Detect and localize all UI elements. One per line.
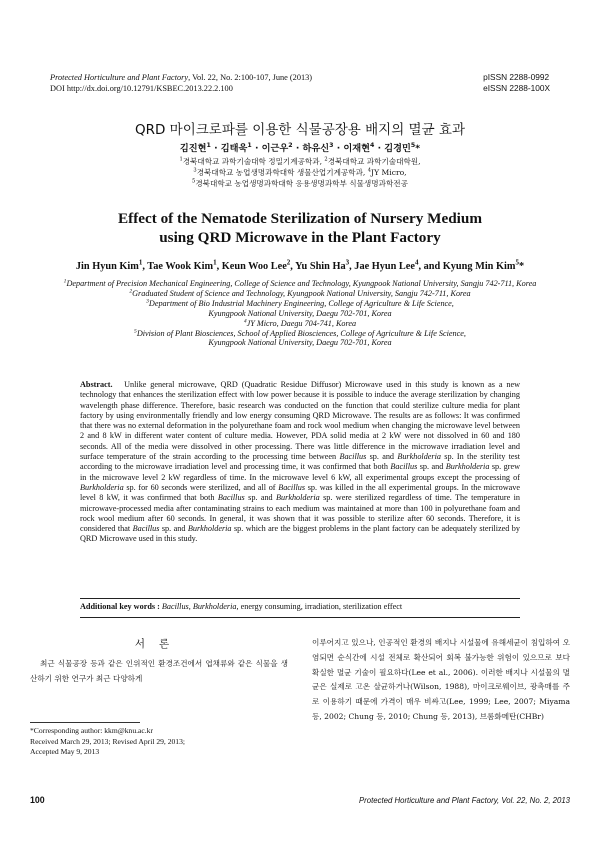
keywords-label: Additional key words :	[80, 602, 160, 611]
abstract-label: Abstract.	[80, 380, 113, 389]
affiliation-1: $^1$Department of Precision Mechanical Engineering, College of Science and Technology, Kyungpook National University, Sangju 742-711, Korea	[63, 278, 537, 288]
keywords-rule-bottom	[80, 617, 520, 618]
corresponding-author: *Corresponding author: kkm@knu.ac.kr	[30, 726, 153, 735]
section-heading-introduction: 서론	[134, 638, 184, 650]
english-title-line: Effect of the Nematode Sterilization of Nursery Medium	[118, 210, 482, 227]
journal-citation	[50, 72, 312, 83]
korean-title: QRD 마이크로파를 이용한 식물공장용 배지의 멸균 효과	[134, 122, 465, 138]
received-dates: Received March 29, 2013; Revised April 29, 2013;	[30, 736, 186, 746]
keywords-rule-top	[80, 598, 520, 599]
abstract-body: Unlike general microwave, QRD (Quadratic Residue Diffusor) Microwave used in this study is known as a new technology that enhances the sterilization effect with low power because it is possible to induce the average sterilization by changing wavelength phase difference. Therefore, basic research was conducted on the function that could sterilize culture media for plant factory by using environmentally friendly and low energy consuming QRD Microwave. The results are as follows: It was confirmed that there was no external deformation in the polyurethane foam and rock wool medium when changing the microwave level between 2 and 8 kW in different water content of culture media. However, PDA solid media at 2 kW were not dissolved in 60 and 180 seconds. All of the media were dissolved in other processing. There was little difference in the microwave irradiation level and surface temperature of the strain according to the processing time between Bacillus sp. and Burkholderia sp. In the sterility test according to the microwave irradiation level and processing time, it was confirmed that both Bacillus sp. and Burkholderia sp. grew in the microwave level 2 kW regardless of time. In the microwave level 6 kW, all experimental groups except the processing of Burkholderia sp. for 60 seconds were sterilized, and all of Bacillus sp. was killed in the all experimental groups. In the microwave level 8 kW, it was confirmed that both Bacillus sp. and Burkholderia sp. were sterilized regardless of time. The temperature in microwave-processed media after contaminating strains to each medium was maintained at more than 100 in polyurethane foam and rock wool medium after 60 seconds. In general, it was shown that it was possible to sterilize after 60 seconds. Therefore, it is considered that Bacillus sp. and Burkholderia sp. which are the biggest problems in the plant factory can be adequately sterilized by QRD Microwave used in this study.	[80, 380, 520, 544]
page-number: 100	[30, 795, 45, 805]
doi-link[interactable]: DOI http://dx.doi.org/10.12791/KSBEC.2013.22.2.100	[50, 84, 233, 93]
keywords	[80, 602, 520, 611]
footnote-rule	[30, 722, 140, 723]
left-column	[30, 636, 288, 687]
journal-name: Protected Horticulture and Plant Factory	[50, 73, 189, 82]
footnote	[30, 726, 185, 758]
accepted-date: Accepted May 9, 2013	[30, 747, 100, 757]
eissn: eISSN 2288-100X	[483, 83, 550, 93]
korean-authors: 김진현$^1$ · 김태욱$^1$ · 이근우$^2$ · 하유신$^3$ · 이재현$^4$ · 김경민$^5$*	[179, 141, 421, 154]
korean-affiliation-line: $^1$경북대학교 과학기술대학 정밀기계공학과, $^2$경북대학교 과학기술대학원,	[179, 156, 421, 166]
abstract	[80, 380, 520, 545]
english-title	[0, 210, 600, 247]
english-title-line: using QRD Microwave in the Plant Factory	[159, 228, 441, 246]
pissn: pISSN 2288-0992	[483, 72, 550, 82]
intro-paragraph-left: 최근 식물공장 등과 같은 인위적인 환경조건에서 엽채류와 같은 식물을 생산하기 위한 연구가 최근 다양하게	[30, 659, 288, 683]
korean-affiliation-line: $^5$경북대학교 농업생명과학대학 응용생명과학부 식물생명과학전공	[192, 178, 408, 189]
affiliation-3: $^3$Department of Bio Industrial Machinery Engineering, College of Agriculture & Life Science, Kyungpook National University, Daegu 702-701, Korea	[146, 298, 454, 318]
footer-journal-ref: Protected Horticulture and Plant Factory, Vol. 22, No. 2, 2013	[358, 796, 570, 805]
affiliation-5: $^5$Division of Plant Biosciences, School of Applied Biosciences, College of Agriculture & Life Science, Kyungpook National University, Daegu 702-701, Korea	[134, 327, 466, 348]
intro-paragraph-right: 이루어지고 있으나, 인공적인 환경의 배지나 시설물에 유해세균이 침입하여 오염되면 순식간에 시설 전체로 확산되어 회복 불가능한 위험이 있으므로 보다 확실한 멸균 기술이 필요하다(Lee et al., 2006). 이러한 배지나 시설물의 멸균은 실제로 고온 살균하거나(Wilson, 1988), 마이크로웨이브, 광촉매를 주로 이용하기 때문에 가격이 매우 비싸고(Lee, 1999; Lee, 2007; Miyama 등, 2002; Chung 등, 2010; Chung 등, 2013), 브롬화메탄(CHBr)	[312, 638, 570, 721]
keywords-body: Bacillus, Burkholderia, energy consuming, irradiation, sterilization effect	[161, 602, 403, 611]
issn-block	[483, 72, 550, 94]
korean-affiliations	[0, 156, 600, 190]
english-affiliations	[60, 279, 540, 348]
journal-header	[50, 72, 312, 94]
affiliation-2: $^2$Graduated Student of Science and Technology, Kyungpook National University, Sangju 742-711, Korea	[129, 288, 471, 298]
english-authors: Jin Hyun Kim$^1$, Tae Wook Kim$^1$, Keun Woo Lee$^2$, Yu Shin Ha$^3$, Jae Hyun Lee$^4$, and Kyung Min Kim$^5$*	[75, 258, 525, 272]
affiliation-4: $^4$JY Micro, Daegu 704-741, Korea	[243, 317, 357, 328]
journal-details: , Vol. 22, No. 2:100-107, June (2013)	[188, 73, 313, 82]
korean-affiliation-line: $^3$경북대학교 농업생명과학대학 생물산업기계공학과, $^4$JY Micro,	[193, 167, 407, 178]
